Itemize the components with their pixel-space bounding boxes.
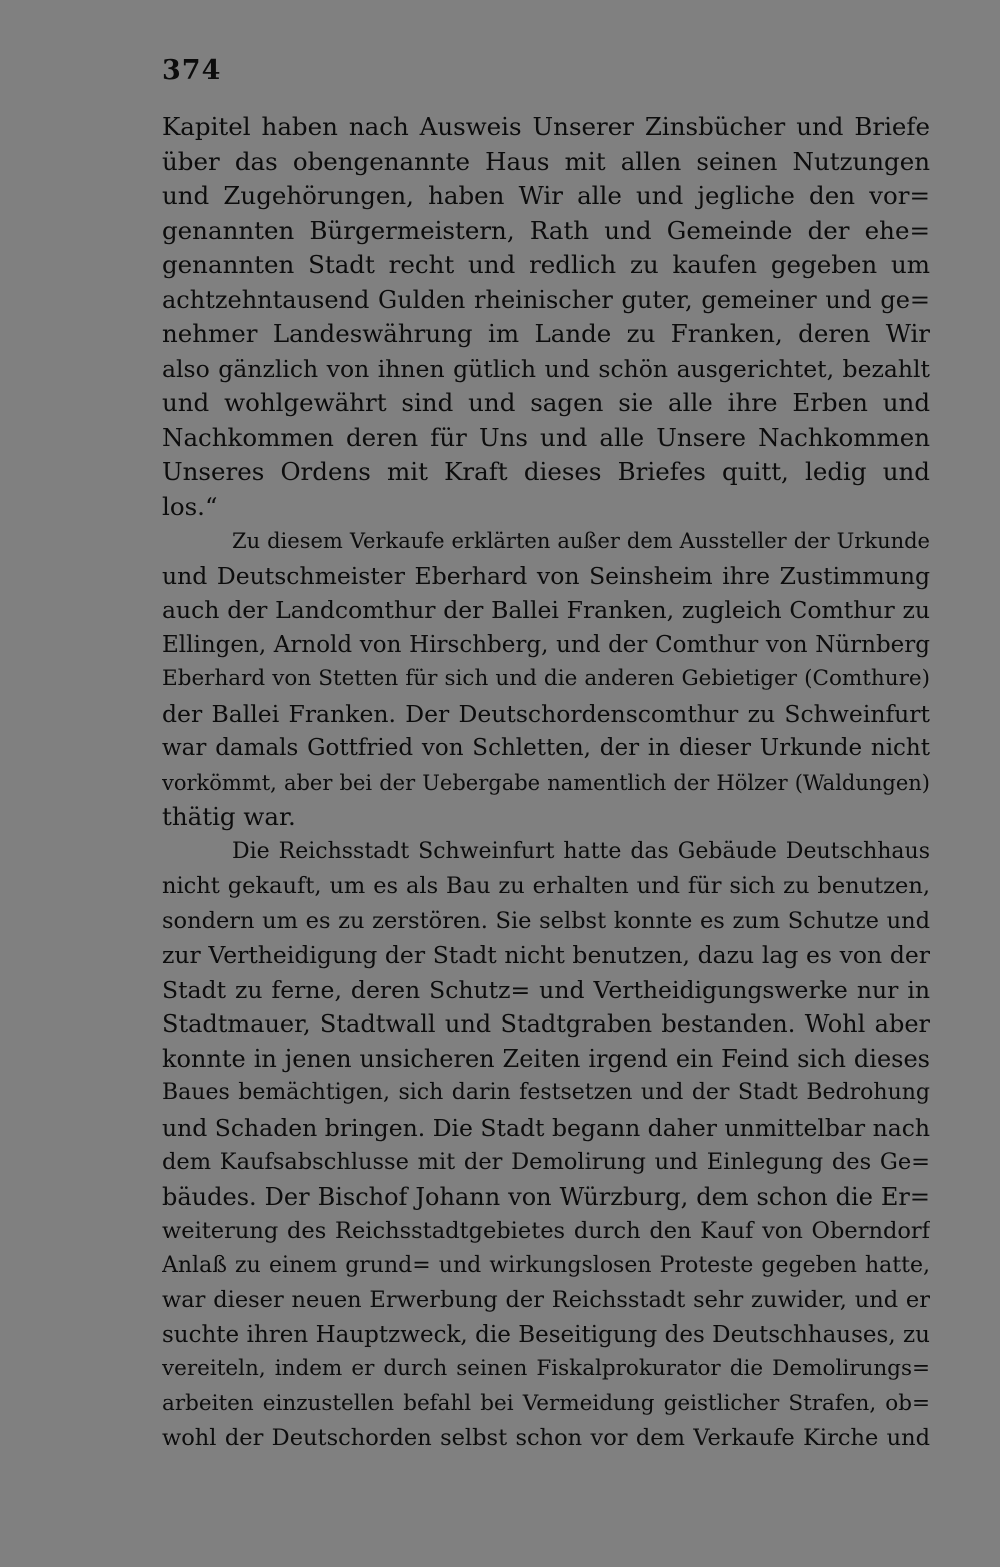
text-line: und Zugehörungen, haben Wir alle und jegliche den vor= <box>162 181 930 210</box>
text-line: Stadt zu ferne, deren Schutz= und Vertheidigungswerke nur in <box>162 975 930 1004</box>
text-line: war damals Gottfried von Schletten, der in dieser Urkunde nicht <box>162 735 930 761</box>
text-line: vereiteln, indem er durch seinen Fiskalprokurator die Demolirungs= <box>162 1356 930 1381</box>
page-number: 374 <box>162 55 222 86</box>
text-line: war dieser neuen Erwerbung der Reichsstadt sehr zuwider, und er <box>162 1287 930 1313</box>
text-line: nicht gekauft, um es als Bau zu erhalten und für sich zu benutzen, <box>162 873 930 899</box>
text-line: dem Kaufsabschlusse mit der Demolirung und Einlegung des Ge= <box>162 1149 930 1175</box>
text-line: Baues bemächtigen, sich darin festsetzen und der Stadt Bedrohung <box>162 1080 930 1105</box>
text-line: Eberhard von Stetten für sich und die anderen Gebietiger (Comthure) <box>162 666 930 691</box>
text-line: vorkömmt, aber bei der Uebergabe namentlich der Hölzer (Waldungen) <box>162 770 930 795</box>
text-line: suchte ihren Hauptzweck, die Beseitigung des Deutschhauses, zu <box>162 1321 930 1348</box>
text-line: Nachkommen deren für Uns und alle Unsere Nachkommen <box>162 422 930 452</box>
text-line: der Ballei Franken. Der Deutschordenscomthur zu Schweinfurt <box>162 699 930 728</box>
text-line: thätig war. <box>162 802 296 831</box>
text-line: weiterung des Reichsstadtgebietes durch den Kauf von Oberndorf <box>162 1218 930 1244</box>
text-line: konnte in jenen unsicheren Zeiten irgend ein Feind sich dieses <box>162 1044 930 1073</box>
text-line: zur Vertheidigung der Stadt nicht benutzen, dazu lag es von der <box>162 941 930 969</box>
text-line: wohl der Deutschorden selbst schon vor dem Verkaufe Kirche und <box>162 1425 930 1451</box>
text-line: auch der Landcomthur der Ballei Franken, zugleich Comthur zu <box>162 596 930 624</box>
text-line: über das obengenannte Haus mit allen seinen Nutzungen <box>162 146 930 176</box>
text-line: und wohlgewährt sind und sagen sie alle ihre Erben und <box>162 388 930 417</box>
text-line: arbeiten einzustellen befahl bei Vermeidung geistlicher Strafen, ob= <box>162 1390 930 1416</box>
paragraph <box>162 110 930 524</box>
paragraph <box>162 835 930 1456</box>
text-line: bäudes. Der Bischof Johann von Würzburg, dem schon die Er= <box>162 1182 930 1211</box>
text-line: Anlaß zu einem grund= und wirkungslosen Proteste gegeben hatte, <box>162 1252 930 1278</box>
text-line: und Schaden bringen. Die Stadt begann daher unmittelbar nach <box>162 1113 930 1142</box>
text-line: also gänzlich von ihnen gütlich und schön ausgerichtet, bezahlt <box>162 354 930 383</box>
text-line: los.“ <box>162 491 218 521</box>
paragraph <box>162 524 930 835</box>
text-line: und Deutschmeister Eberhard von Seinsheim ihre Zustimmung <box>162 561 930 590</box>
text-line: genannten Stadt recht und redlich zu kaufen gegeben um <box>162 250 930 279</box>
text-line: Zu diesem Verkaufe erklärten außer dem Aussteller der Urkunde <box>232 529 930 553</box>
body-text <box>162 110 930 1456</box>
text-line: Ellingen, Arnold von Hirschberg, und der Comthur von Nürnberg <box>162 631 930 658</box>
text-line: genannten Bürgermeistern, Rath und Gemeinde der ehe= <box>162 215 930 245</box>
text-line: sondern um es zu zerstören. Sie selbst konnte es zum Schutze und <box>162 907 930 934</box>
text-line: Unseres Ordens mit Kraft dieses Briefes quitt, ledig und <box>162 457 930 486</box>
text-line: Kapitel haben nach Ausweis Unserer Zinsbücher und Briefe <box>162 112 930 141</box>
text-line: Stadtmauer, Stadtwall und Stadtgraben bestanden. Wohl aber <box>162 1010 930 1038</box>
text-line: Die Reichsstadt Schweinfurt hatte das Gebäude Deutschhaus <box>232 838 930 864</box>
text-line: achtzehntausend Gulden rheinischer guter, gemeiner und ge= <box>162 285 930 314</box>
text-line: nehmer Landeswährung im Lande zu Franken, deren Wir <box>162 319 930 348</box>
